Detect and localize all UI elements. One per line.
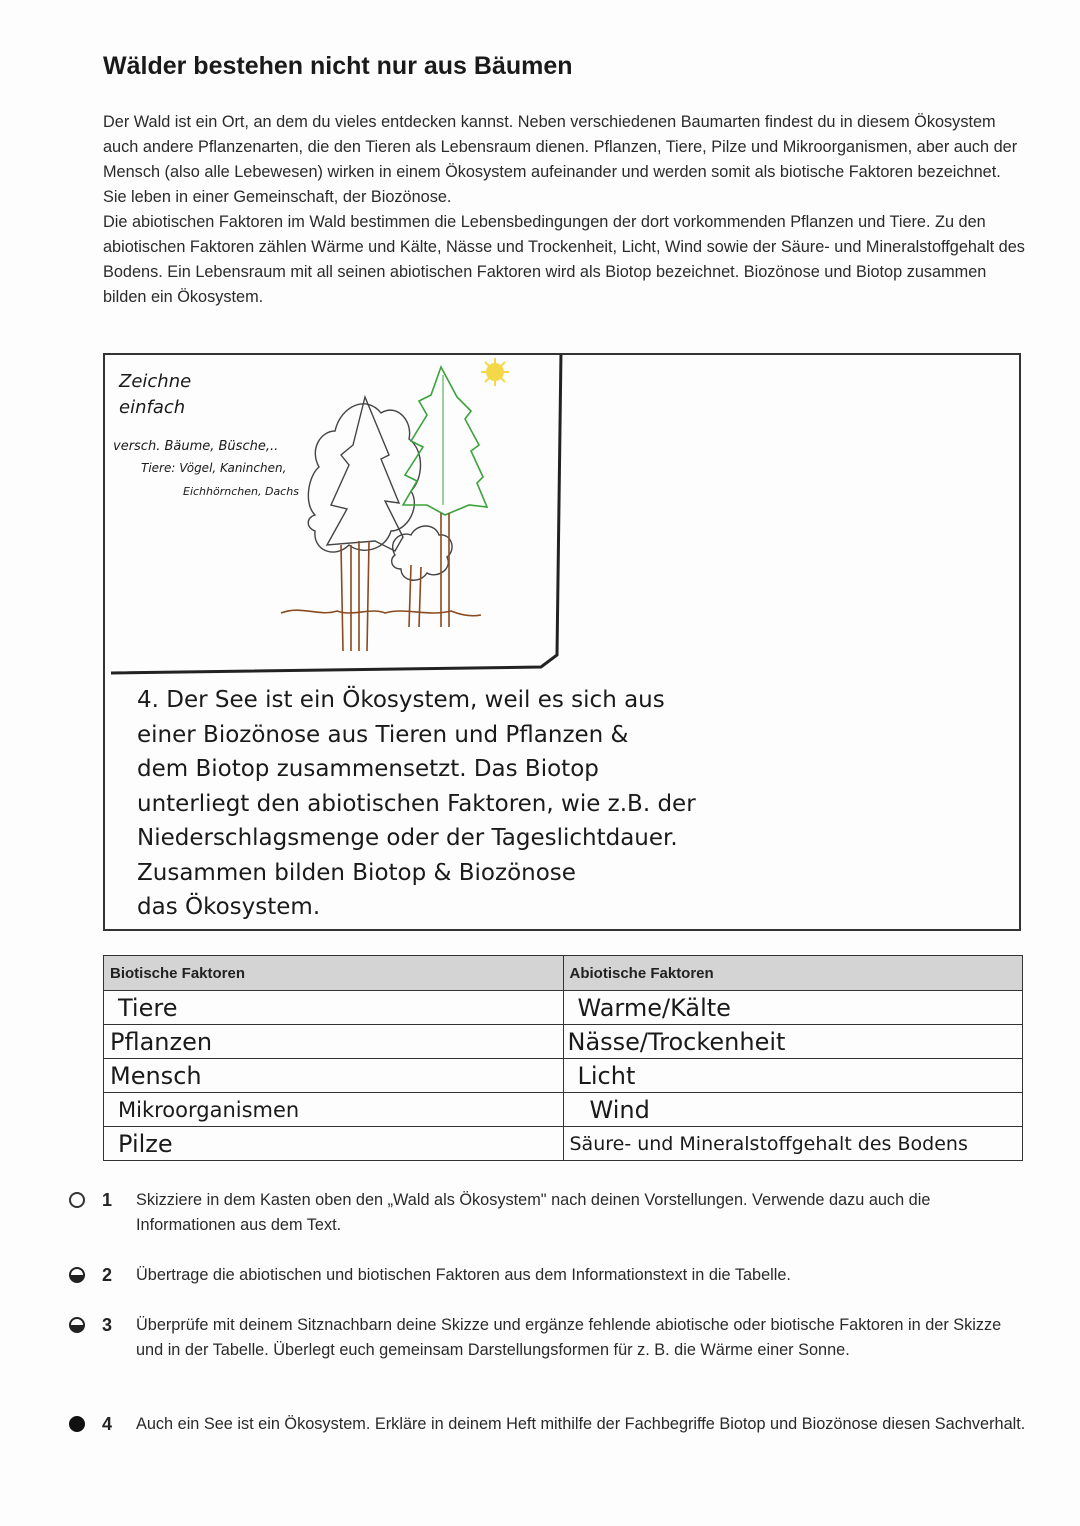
task-text: Auch ein See ist ein Ökosystem. Erkläre in deinem Heft mithilfe der Fachbegriffe Biotop und Biozönose diesen Sachverhalt. <box>136 1415 1026 1433</box>
page-title: Wälder bestehen nicht nur aus Bäumen <box>103 52 573 80</box>
biotic-cell: Tiere <box>104 991 564 1025</box>
answer-line: Zusammen bilden Biotop & Biozönose <box>137 859 576 886</box>
biotic-cell: Mensch <box>104 1059 564 1093</box>
task-2 <box>68 1263 1028 1288</box>
table-row <box>104 1093 1023 1127</box>
task-number: 4 <box>102 1414 113 1434</box>
sketch-note-instruction <box>119 369 191 421</box>
deciduous-tree <box>308 404 420 552</box>
task-number: 2 <box>102 1265 113 1285</box>
answer-line: dem Biotop zusammensetzt. Das Biotop <box>137 756 599 782</box>
difficulty-half-circle-icon <box>68 1266 86 1284</box>
table-row <box>104 1025 1023 1059</box>
sketch-note-animals2: Eichhörnchen, Dachs <box>183 485 299 498</box>
sun-icon <box>481 358 509 386</box>
intro-paragraph-2: Die abiotischen Faktoren im Wald bestimmen die Lebensbedingungen der dort vorkommenden Pflanzen und Tiere. Zu den abiotischen Faktoren zählen Wärme und Kälte, Nässe und Trockenheit, Licht, Wind sowie der Säure- und Mineralstoffgehalt des Bodens. Ein Lebensraum mit all seinen abiotischen Faktoren wird als Biotop bezeichnet. Biozönose und Biotop zusammen bilden ein Ökosystem. <box>103 213 1025 306</box>
task-4 <box>68 1412 1028 1437</box>
task-1 <box>68 1188 1028 1238</box>
task-number: 3 <box>102 1315 113 1335</box>
table-row <box>104 1127 1023 1161</box>
answer-line: einer Biozönose aus Tieren und Pflanzen & <box>137 721 629 748</box>
biotic-cell: Pilze <box>104 1127 564 1161</box>
sketch-note-line1: Zeichne <box>119 371 192 392</box>
intro-paragraph-1: Der Wald ist ein Ort, an dem du vieles entdecken kannst. Neben verschiedenen Baumarten findest du in diesem Ökosystem auch andere Pflanzenarten, die den Tieren als Lebensraum dienen. Pflanzen, Tiere, Pilze und Mikroorganismen, aber auch der Mensch (also alle Lebewesen) wirken in einem Ökosystem aufeinander und werden somit als biotische Faktoren bezeichnet. Sie leben in einer Gemeinschaft, der Biozönose. <box>103 113 1018 206</box>
biotic-cell: Pflanzen <box>104 1025 564 1059</box>
abiotic-cell: Säure- und Mineralstoffgehalt des Bodens <box>563 1127 1023 1161</box>
difficulty-open-circle-icon <box>68 1191 86 1209</box>
ground-roots <box>281 610 481 616</box>
abiotic-cell: Nässe/Trockenheit <box>563 1025 1023 1059</box>
task-text: Übertrage die abiotischen und biotischen Faktoren aus dem Informationstext in die Tabelle. <box>136 1266 791 1284</box>
task-text: Skizziere in dem Kasten oben den „Wald als Ökosystem" nach deinen Vorstellungen. Verwende dazu auch die Informationen aus dem Text. <box>136 1191 931 1234</box>
biotic-cell: Mikroorganismen <box>104 1093 564 1127</box>
sketch-note-line2: einfach <box>119 397 186 418</box>
abiotic-cell: Wind <box>563 1093 1023 1127</box>
intro-text <box>103 110 1028 310</box>
answer-line: das Ökosystem. <box>137 894 321 920</box>
sketch-note-animals: Tiere: Vögel, Kaninchen, <box>141 461 287 475</box>
tree-trunks <box>341 513 449 651</box>
task-text: Überprüfe mit deinem Sitznachbarn deine Skizze und ergänze fehlende abiotische oder biotische Faktoren in der Skizze und in der Tabelle. Überlegt euch gemeinsam Darstellungsformen für z. B. die Wärme einer Sonne. <box>136 1316 1002 1359</box>
abiotic-cell: Licht <box>563 1059 1023 1093</box>
task-3 <box>68 1313 1028 1363</box>
table-header-row <box>104 956 1023 991</box>
answer-line: 4. Der See ist ein Ökosystem, weil es sich aus <box>137 687 665 713</box>
sketch-note-trees: versch. Bäume, Büsche,.. <box>113 439 279 454</box>
abiotic-cell: Warme/Kälte <box>563 991 1023 1025</box>
bush <box>392 526 452 580</box>
table-row <box>104 991 1023 1025</box>
table-row <box>104 1059 1023 1093</box>
task-number: 1 <box>102 1190 113 1210</box>
sketch-box <box>103 353 1021 931</box>
answer-line: Niederschlagsmenge oder der Tageslichtdauer. <box>137 825 678 851</box>
header-abiotic: Abiotische Faktoren <box>563 956 1023 991</box>
fir-tree <box>403 367 487 515</box>
header-biotic: Biotische Faktoren <box>104 956 564 991</box>
handwritten-answer <box>137 683 696 925</box>
factors-table <box>103 955 1023 1161</box>
difficulty-half-circle-icon <box>68 1316 86 1334</box>
answer-line: unterliegt den abiotischen Faktoren, wie z.B. der <box>137 790 696 817</box>
difficulty-full-circle-icon <box>68 1415 86 1433</box>
